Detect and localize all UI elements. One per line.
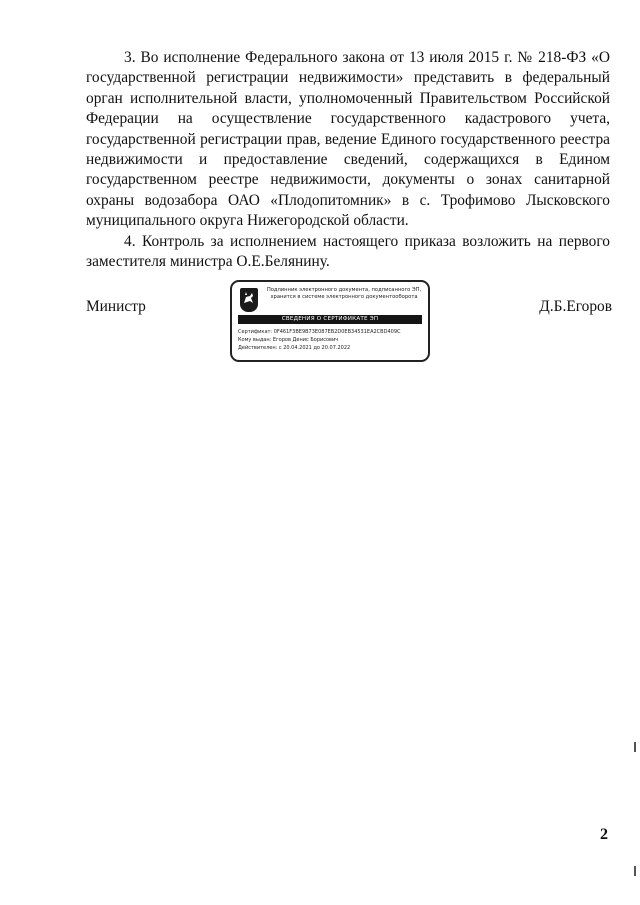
page-number: 2 xyxy=(600,826,608,843)
certificate-number: Сертификат: 0F461F3BE9B73E087EB2D0EB34531EA2CBD409C xyxy=(238,329,401,335)
certificate-owner: Кому выдан: Егоров Денис Борисович xyxy=(238,337,339,343)
paragraph-3: 3. Во исполнение Федерального закона от 13 июля 2015 г. № 218-ФЗ «О государственной регистрации недвижимости» представить в федеральный орган исполнительной власти, уполномоченный Правительством Российской Федерации на осуществление государственного кадастрового учета, государственной регистрации прав, ведение Единого государственного реестра недвижимости и предоставление сведений, содержащихся в Едином государственном реестре недвижимости, документы о зонах санитарной охраны водозабора ОАО «Плодопитомник» в с. Трофимово Лысковского муниципального округа Нижегородской области. xyxy=(86,49,610,230)
scan-mark xyxy=(634,742,636,752)
stamp-header: Подлинник электронного документа, подписанного ЭП, хранится в системе электронного документооборота xyxy=(266,287,422,300)
certificate-details xyxy=(238,328,426,352)
stamp-title-bar: СВЕДЕНИЯ О СЕРТИФИКАТЕ ЭП xyxy=(238,315,422,324)
coat-of-arms-icon xyxy=(240,288,258,312)
signature-block xyxy=(86,287,612,372)
signatory-name: Д.Б.Егоров xyxy=(539,298,612,315)
document-body xyxy=(86,48,610,272)
scan-mark xyxy=(634,866,636,876)
certificate-validity: Действителен: с 20.04.2021 до 20.07.2022 xyxy=(238,345,351,351)
signatory-title: Министр xyxy=(86,298,146,315)
electronic-signature-stamp xyxy=(230,280,430,362)
paragraph-4: 4. Контроль за исполнением настоящего приказа возложить на первого заместителя министра О.Е.Белянину. xyxy=(86,232,610,271)
